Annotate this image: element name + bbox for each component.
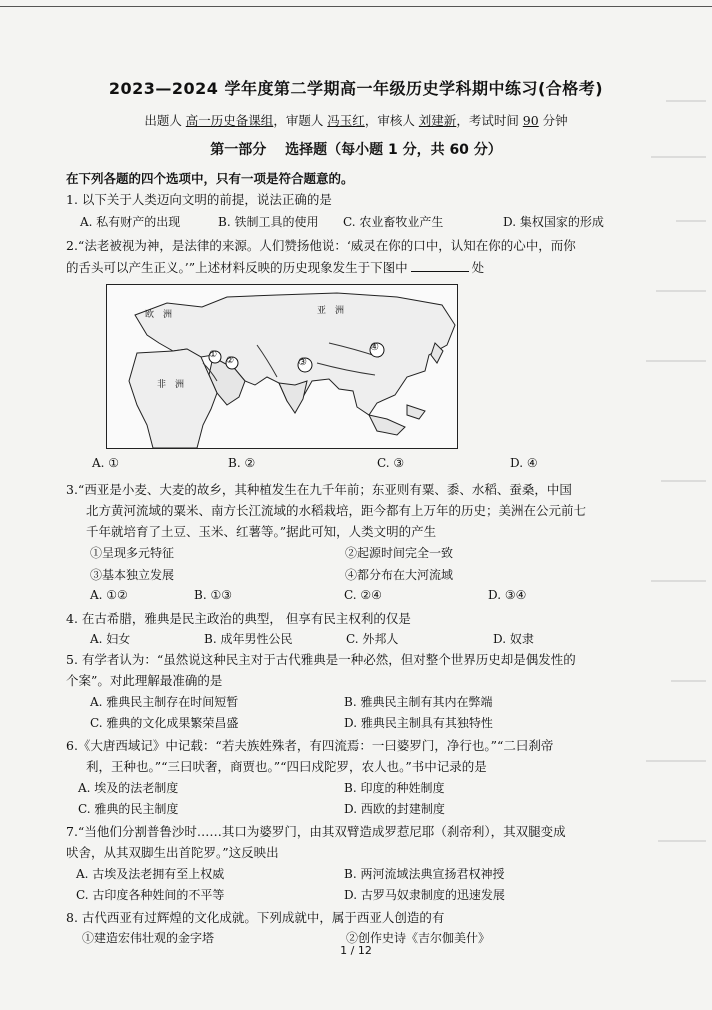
q5-option-a: A. 雅典民主制存在时间短暂: [90, 695, 239, 709]
q7-option-a: A. 古埃及法老拥有至上权威: [76, 867, 225, 881]
q1-option-a: A. 私有财产的出现: [80, 215, 181, 229]
q6-option-a: A. 埃及的法老制度: [78, 781, 179, 795]
section-title: 第一部分 选择题（每小题 1 分，共 60 分）: [210, 142, 502, 158]
q3-option-d: D. ③④: [488, 588, 527, 602]
q7-option-c: C. 古印度各种姓间的不平等: [76, 888, 225, 902]
question-4-stem: 4. 在古希腊，雅典是民主政治的典型， 但享有民主权利的仅是: [66, 611, 411, 626]
question-3-line3: 千年就培育了土豆、玉米、红薯等。”据此可知，人类文明的产生: [86, 524, 437, 539]
question-8-stem: 8. 古代西亚有过辉煌的文化成就。下列成就中，属于西亚人创造的有: [66, 910, 445, 925]
q6-option-c: C. 雅典的民主制度: [78, 802, 179, 816]
q3-statement-4: ④都分布在大河流域: [345, 568, 454, 582]
q4-option-b: B. 成年男性公民: [204, 632, 293, 646]
scan-edge-line: [0, 6, 712, 7]
world-map-figure: [106, 284, 458, 449]
q4-option-d: D. 奴隶: [493, 632, 534, 646]
map-label-africa: 非 洲: [157, 380, 185, 390]
q1-option-b: B. 铁制工具的使用: [218, 215, 319, 229]
q5-option-d: D. 雅典民主制具有其独特性: [344, 716, 493, 730]
q8-statement-1: ①建造宏伟壮观的金字塔: [82, 931, 215, 945]
question-6-line1: 6.《大唐西域记》中记载：“若夫族姓殊者，有四流焉：一曰婆罗门，净行也。”“二曰刹帝: [66, 738, 554, 753]
map-marker-2: ②: [226, 356, 235, 366]
q8-statement-2: ②创作史诗《吉尔伽美什》: [346, 931, 491, 945]
bleed-through-shadow: [642, 60, 712, 940]
q7-option-d: D. 古罗马奴隶制度的迅速发展: [344, 888, 505, 902]
question-7-line1: 7.“当他们分割普鲁沙时……其口为婆罗门，由其双臂造成罗惹尼耶（刹帝利），其双腿变成: [66, 824, 566, 839]
q5-option-c: C. 雅典的文化成果繁荣昌盛: [90, 716, 239, 730]
q4-option-a: A. 妇女: [90, 632, 131, 646]
question-2-stem-line2: 的舌头可以产生正义。’”上述材料反映的历史现象发生于下图中 处: [66, 260, 485, 275]
q6-option-d: D. 西欧的封建制度: [344, 802, 445, 816]
q2-option-b: B. ②: [228, 456, 256, 470]
q2-option-a: A. ①: [92, 456, 120, 470]
map-marker-1: ①: [209, 350, 218, 360]
q3-option-c: C. ②④: [344, 588, 382, 602]
map-marker-4: ④: [370, 342, 379, 353]
exam-meta: 出题人 高一历史备课组，审题人 冯玉红，审核人 刘建新，考试时间 90 分钟: [144, 113, 568, 128]
q6-option-b: B. 印度的种姓制度: [344, 781, 445, 795]
map-label-europe: 欧 洲: [145, 310, 173, 320]
map-label-asia: 亚 洲: [317, 306, 345, 316]
instructions: 在下列各题的四个选项中，只有一项是符合题意的。: [66, 171, 354, 186]
question-3-line1: 3.“西亚是小麦、大麦的故乡，其种植发生在九千年前；东亚则有粟、黍、水稻、蚕桑，中国: [66, 482, 572, 497]
q5-option-b: B. 雅典民主制有其内在弊端: [344, 695, 493, 709]
question-3-line2: 北方黄河流域的粟米、南方长江流域的水稻栽培，距今都有上万年的历史；美洲在公元前七: [86, 503, 587, 518]
q4-option-c: C. 外邦人: [346, 632, 399, 646]
map-marker-3: ③: [298, 357, 307, 368]
question-1-stem: 1. 以下关于人类迈向文明的前提，说法正确的是: [66, 192, 332, 207]
q3-statement-3: ③基本独立发展: [90, 568, 175, 582]
q2-option-c: C. ③: [377, 456, 405, 470]
q3-statement-2: ②起源时间完全一致: [345, 546, 454, 560]
question-7-line2: 吠舍，从其双脚生出首陀罗。”这反映出: [66, 845, 279, 860]
q3-option-a: A. ①②: [90, 588, 128, 602]
question-5-line2: 个案”。对此理解最准确的是: [66, 673, 223, 688]
q3-statement-1: ①呈现多元特征: [90, 546, 175, 560]
q7-option-b: B. 两河流域法典宣扬君权神授: [344, 867, 505, 881]
question-6-line2: 利，王种也。”“三曰吠奢，商贾也。”“四曰戍陀罗，农人也。”书中记录的是: [86, 759, 487, 774]
page-number: 1 / 12: [340, 944, 372, 957]
q1-option-c: C. 农业畜牧业产生: [343, 215, 444, 229]
q3-option-b: B. ①③: [194, 588, 232, 602]
q2-option-d: D. ④: [510, 456, 538, 470]
question-2-stem-line1: 2.“法老被视为神，是法律的来源。人们赞扬他说：‘威灵在你的口中，认知在你的心中，而你: [66, 238, 576, 253]
question-5-line1: 5. 有学者认为：“虽然说这种民主对于古代雅典是一种必然，但对整个世界历史却是偶发性的: [66, 652, 576, 667]
q1-option-d: D. 集权国家的形成: [503, 215, 604, 229]
exam-title: 2023—2024 学年度第二学期高一年级历史学科期中练习(合格考): [108, 79, 604, 98]
